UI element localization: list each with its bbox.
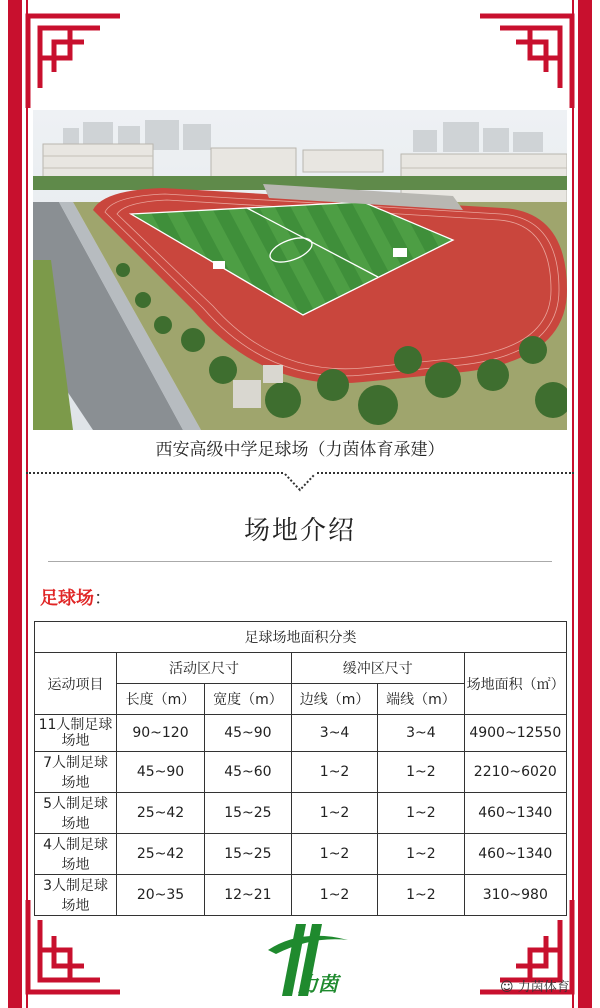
table-row — [35, 715, 567, 752]
cell-name: 4人制足球场地 — [35, 834, 117, 875]
header-width: 宽度（m） — [204, 684, 291, 715]
table-row — [35, 834, 567, 875]
cell-end: 3~4 — [378, 715, 464, 752]
wechat-icon: ☺ — [500, 980, 514, 995]
frame-right — [578, 0, 592, 1008]
subsection-heading — [40, 584, 112, 610]
table-title: 足球场地面积分类 — [35, 622, 567, 653]
stadium-photo — [33, 110, 567, 430]
frame-inner-right — [572, 0, 574, 1008]
frame-left — [8, 0, 22, 1008]
cell-end: 1~2 — [378, 752, 464, 793]
header-area: 场地面积（㎡） — [464, 653, 566, 715]
cell-area: 460~1340 — [464, 834, 566, 875]
corner-ornament-top-left — [20, 8, 130, 118]
cell-side: 1~2 — [291, 834, 377, 875]
photo-caption: 西安高级中学足球场（力茵体育承建） — [155, 440, 445, 460]
cell-side: 3~4 — [291, 715, 377, 752]
cell-length: 90~120 — [117, 715, 205, 752]
cell-length: 25~42 — [117, 834, 205, 875]
header-length: 长度（m） — [117, 684, 205, 715]
cell-name: 3人制足球场地 — [35, 875, 117, 916]
wechat-account[interactable] — [500, 976, 570, 995]
cell-end: 1~2 — [378, 834, 464, 875]
cell-area: 460~1340 — [464, 793, 566, 834]
cell-width: 45~60 — [204, 752, 291, 793]
cell-length: 45~90 — [117, 752, 205, 793]
header-side: 边线（m） — [291, 684, 377, 715]
header-project: 运动项目 — [35, 653, 117, 715]
cell-length: 25~42 — [117, 793, 205, 834]
section-title: 场地介绍 — [243, 516, 356, 546]
chevron-down-icon — [283, 472, 317, 494]
cell-end: 1~2 — [378, 875, 464, 916]
header-end: 端线（m） — [378, 684, 464, 715]
header-active-zone: 活动区尺寸 — [117, 653, 292, 684]
cell-name: 7人制足球场地 — [35, 752, 117, 793]
subsection-colon: ： — [94, 588, 112, 609]
wechat-label: 力茵体育 — [517, 980, 570, 995]
table-row — [35, 793, 567, 834]
cell-width: 12~21 — [204, 875, 291, 916]
cell-length: 20~35 — [117, 875, 205, 916]
table-row — [35, 752, 567, 793]
table-row — [35, 875, 567, 916]
subsection-label: 足球场 — [40, 588, 94, 609]
cell-width: 15~25 — [204, 834, 291, 875]
cell-area: 310~980 — [464, 875, 566, 916]
cell-end: 1~2 — [378, 793, 464, 834]
frame-inner-left — [26, 0, 28, 1008]
cell-name: 11人制足球场地 — [35, 715, 117, 752]
cell-width: 45~90 — [204, 715, 291, 752]
cell-width: 15~25 — [204, 793, 291, 834]
cell-name: 5人制足球场地 — [35, 793, 117, 834]
cell-side: 1~2 — [291, 752, 377, 793]
brand-logo-text: 力茵 — [298, 972, 338, 996]
title-underline — [48, 561, 552, 562]
cell-side: 1~2 — [291, 793, 377, 834]
header-buffer-zone: 缓冲区尺寸 — [291, 653, 464, 684]
cell-area: 4900~12550 — [464, 715, 566, 752]
size-table — [34, 621, 567, 916]
cell-side: 1~2 — [291, 875, 377, 916]
corner-ornament-top-right — [470, 8, 580, 118]
cell-area: 2210~6020 — [464, 752, 566, 793]
